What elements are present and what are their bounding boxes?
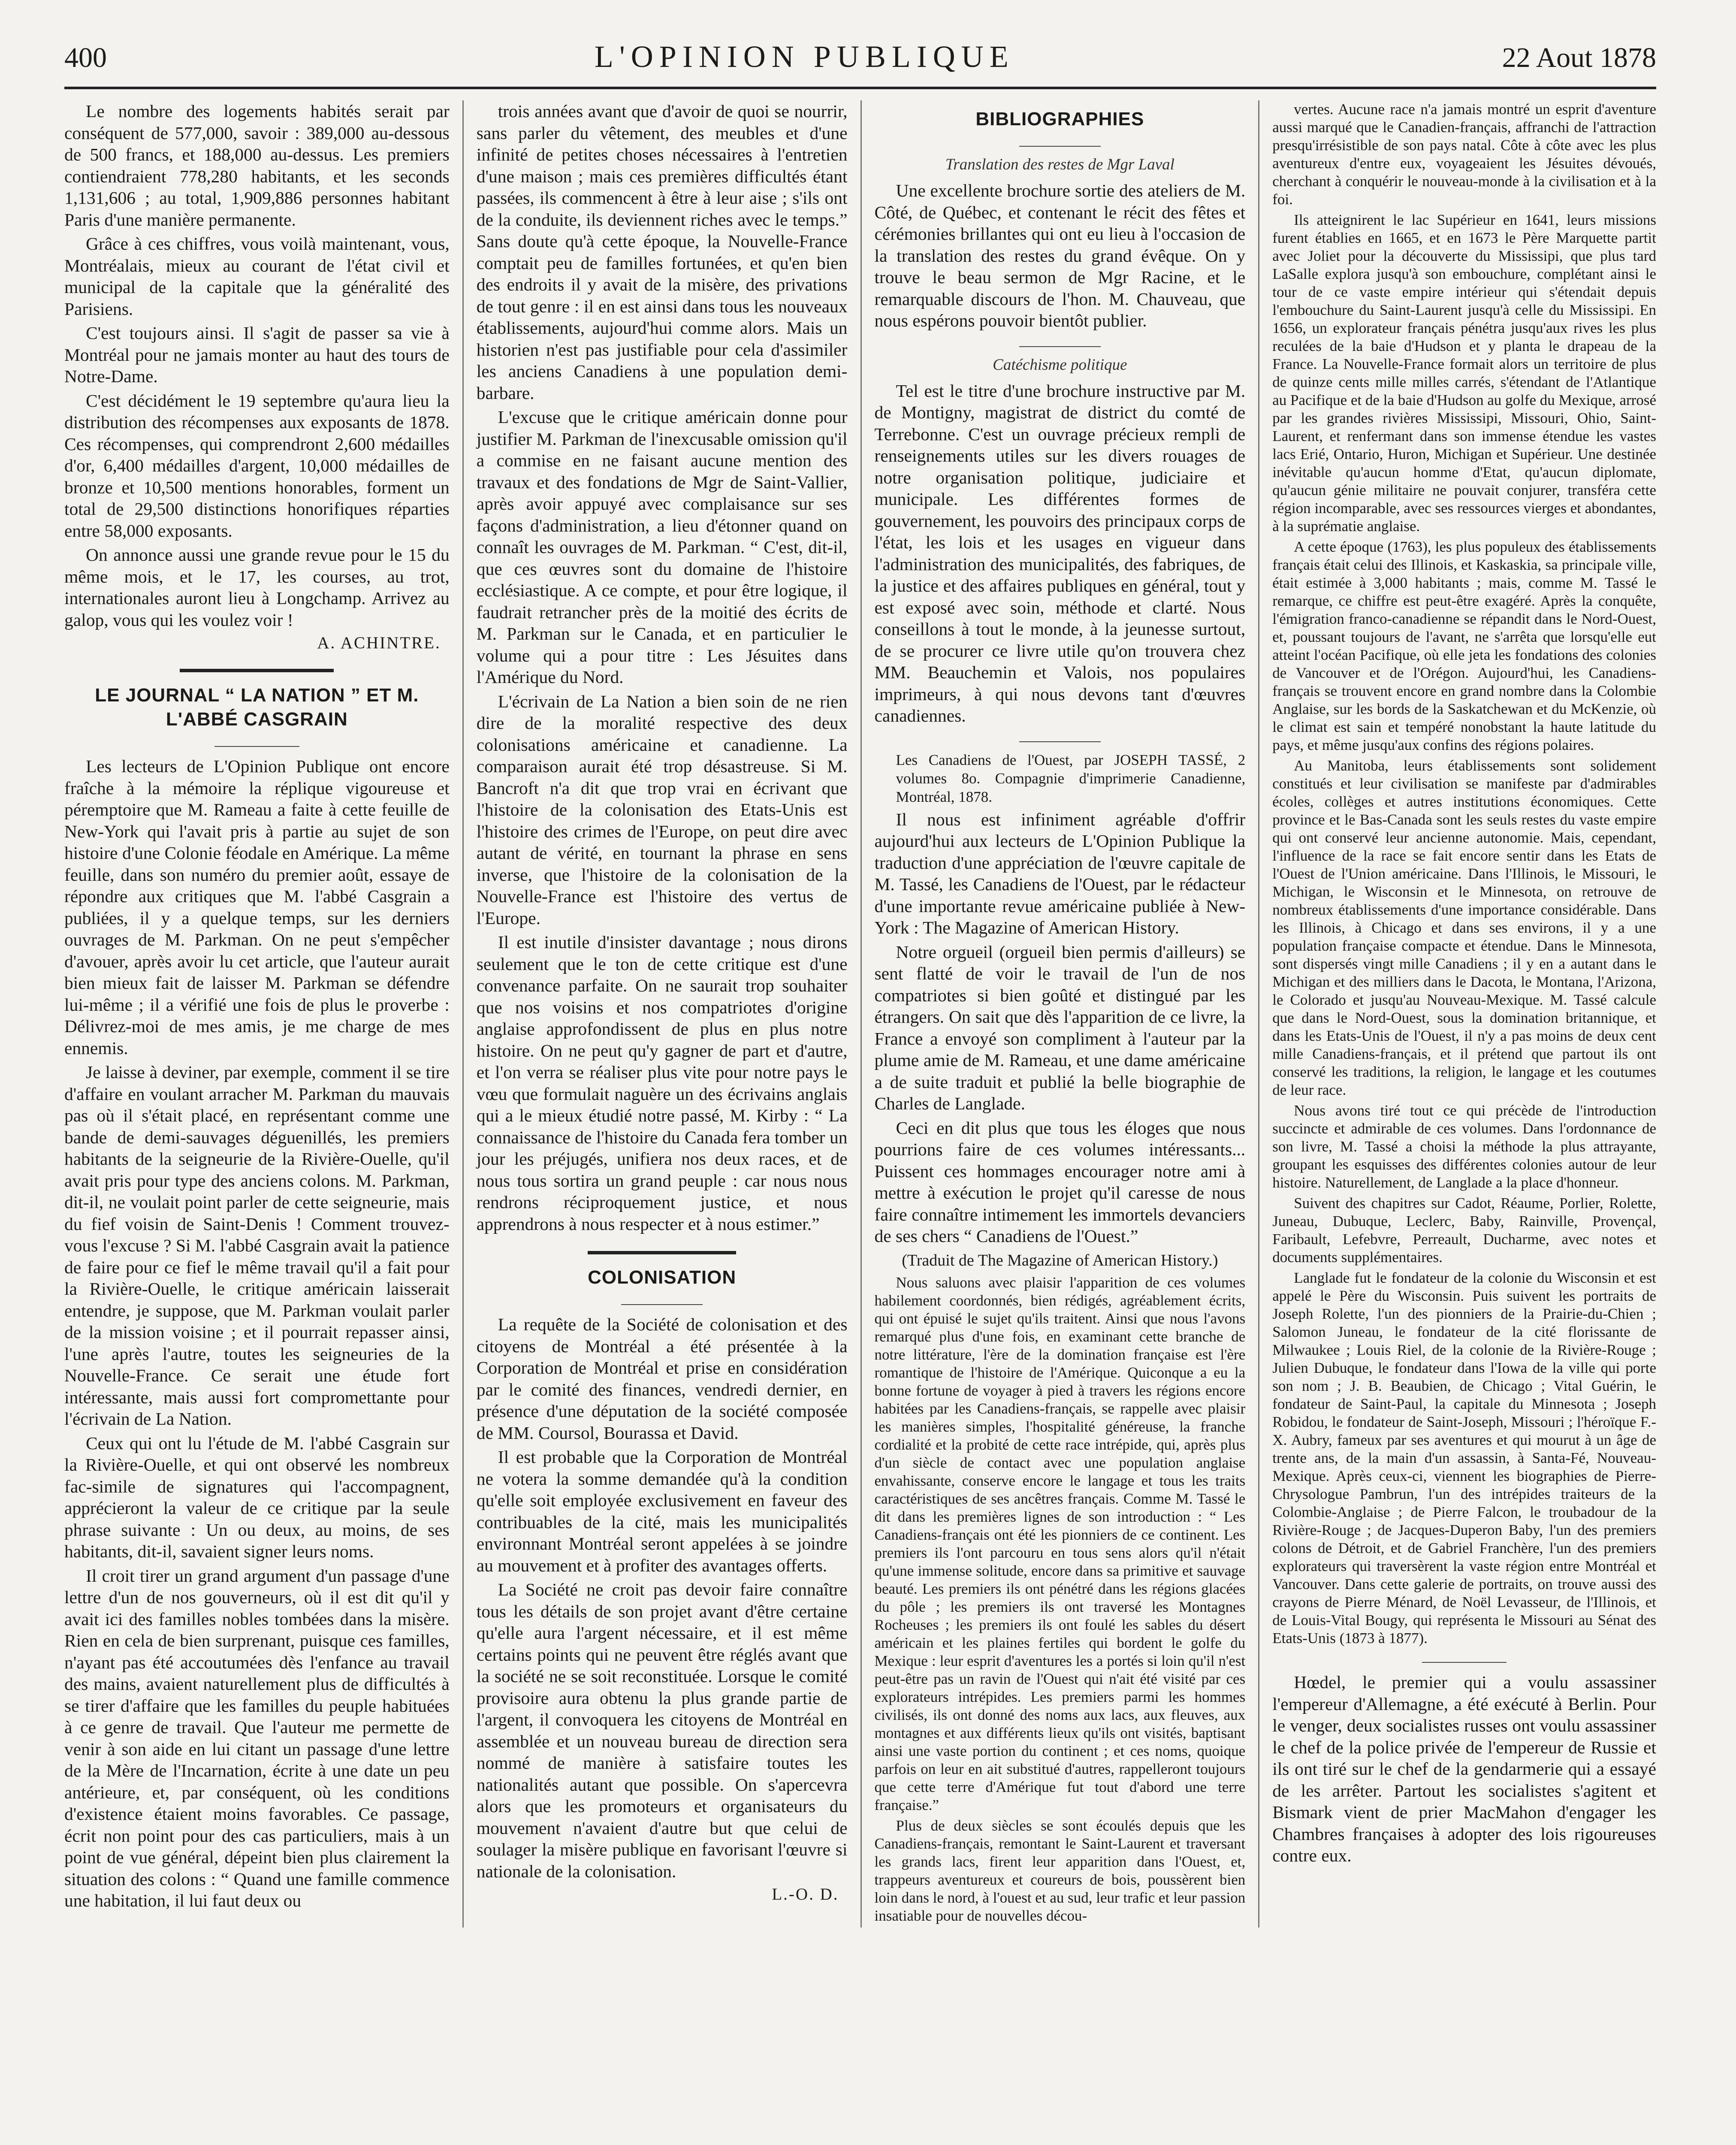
paragraph: Ils atteignirent le lac Supérieur en 1641, leurs missions furent établies en 1665, et en 1673 le Père Marquette partit avec Joliet pour la découverte du Mississipi, que plus tard LaSalle explora jusqu'à son embouchure, complétant ainsi le tour de ce vaste empire intérieur qui s'étendait depuis l'embouchure du Saint-Laurent jusqu'à celle du Mississipi. En 1656, un explorateur français pénétra jusqu'aux rives les plus reculées de la baie d'Hudson et y planta le drapeau de la France. La Nouvelle-France formait alors un territoire de plus de quinze cents mille milles carrés, s'étendant de l'Atlantique au Pacifique et de la baie d'Hudson au golfe du Mexique, arrosé par les grandes rivières Mississipi, Missouri, Ohio, Saint-Laurent, et renfermant dans son immense étendue les vastes lacs Erié, Ontario, Huron, Michigan et Supérieur. Une destinée inévitable qu'aucun homme d'Etat, qu'aucun diplomate, qu'aucun génie militaire ne pouvait conjurer, transféra cette région incomparable, avec ses ressources vierges et abondantes, à la suprématie anglaise. [1272,211,1656,535]
paragraph: L'écrivain de La Nation a bien soin de ne rien dire de la moralité respective des deux colonisations américaine et canadienne. La comparaison aurait été trop désastreuse. Si M. Bancroft n'a dit que trop vrai en écrivant que l'histoire de la colonisation des Etats-Unis est l'histoire des crimes de l'Europe, on peut dire avec autant de vérité, en tournant la phrase en sens inverse, que l'histoire de la colonisation de la Nouvelle-France est l'histoire des vertus de l'Europe. [476,691,848,928]
column-2 [462,100,860,1927]
article-headline: COLONISATION [588,1267,737,1288]
paragraph: Les lecteurs de L'Opinion Publique ont encore fraîche à la mémoire la réplique vigoureuse et péremptoire que M. Rameau a faite à cette feuille de New-York qui l'avait pris à partie au sujet de son histoire d'une Colonie féodale en Amérique. La même feuille, dans son numéro du premier août, essaye de répondre aux critiques que M. l'abbé Casgrain a publiées, il y a quelque temps, sur les derniers ouvrages de M. Parkman. On ne peut s'empêcher d'avouer, après avoir lu cet article, que l'auteur aurait bien mieux fait de laisser M. Parkman se défendre lui-même ; il a vérifié une fois de plus le proverbe : Délivrez-moi de mes amis, je me charge de mes ennemis. [64,756,450,1058]
paragraph: Le nombre des logements habités serait par conséquent de 577,000, savoir : 389,000 au-dessous de 500 francs, et 188,000 au-dessus. Les premiers contiendraient 778,280 habitants, et les seconds 1,131,606 ; au total, 1,909,886 personnes habitant Paris d'une manière permanente. [64,101,450,230]
paragraph: A cette époque (1763), les plus populeux des établissements français était celui des Illinois, et Kaskaskia, sa principale ville, était estimée à 3,000 habitants ; mais, comme M. Tassé le remarque, ce chiffre est peut-être exagéré. Après la conquête, l'émigration franco-canadienne se répandit dans le Nord-Ouest, et, poussant toujours de l'avant, ne s'arrêta que lorsqu'elle eut atteint l'océan Pacifique, où elle jeta les fondations des colonies de Vancouver et de l'Orégon. Aujourd'hui, les Canadiens-français se trouvent encore en grand nombre dans la Colombie Anglaise, sur les bords de la Saskatchewan et du McKenzie, où le climat est sain et tempéré nonobstant la haute latitude du pays, et même jusqu'aux confins des régions polaires. [1272,538,1656,753]
section-headline: BIBLIOGRAPHIES [975,109,1144,130]
issue-date: 22 Aout 1878 [1502,42,1656,73]
column-3 [860,100,1259,1927]
paragraph: Plus de deux siècles se sont écoulés depuis que les Canadiens-français, remontant le Saint-Laurent et traversant les grands lacs, firent leur apparition dans l'Ouest, et, trappeurs aventureux et coureurs de bois, poussèrent bien loin dans le nord, à l'ouest et au sud, leur trafic et leur passion insatiable pour de nouvelles décou- [874,1817,1246,1924]
paragraph: Nous saluons avec plaisir l'apparition de ces volumes habilement coordonnés, bien rédigés, agréablement écrits, qui ont épuisé le sujet qu'ils traitent. Ainsi que nous l'avons remarqué plus d'une fois, en examinant cette branche de notre littérature, l'ère de la domination française est l'ère romantique de l'histoire de l'Amérique. Quiconque a eu la bonne fortune de voyager à pied à travers les régions encore habitées par les Canadiens-français, se rappelle avec plaisir les manières simples, l'hospitalité généreuse, la franche cordialité et la probité de cette race intrépide, qui, après plus d'un siècle de contact avec une population anglaise envahissante, conserve encore le langage et tous les traits caractéristiques de ses ancêtres français. Comme M. Tassé le dit dans les premières lignes de son introduction : “ Les Canadiens-français ont été les pionniers de ce continent. Les premiers ils l'ont parcouru en tous sens alors qu'il n'était qu'une immense solitude, encore dans sa primitive et sauvage beauté. Les premiers ils ont pénétré dans les régions glacées du pôle ; les premiers ils ont traversé les Montagnes Rocheuses ; les premiers ils ont foulé les sables du désert américain et les plaines fertiles qui bordent le golfe du Mexique : leur esprit d'aventures les a portés si loin qu'il n'est peut-être pas un ravin de l'Ouest qui n'ait été visité par ces explorateurs intrépides. Les premiers parmi les hommes civilisés, ils ont donné des noms aux lacs, aux fleuves, aux montagnes et aux différents lieux qu'ils ont visités, baptisant ainsi une vaste portion du continent ; et ces noms, quoique parfois on leur en ait substitué d'autres, rappelleront toujours que cette terre d'Amérique fut tout d'abord une terre française.” [874,1274,1246,1813]
page-number: 400 [64,42,107,73]
headline-rule [1019,146,1101,147]
paragraph: Grâce à ces chiffres, vous voilà maintenant, vous, Montréalais, mieux au courant de l'état civil et municipal de la capitale que la généralité des Parisiens. [64,234,450,319]
paragraph: Hœdel, le premier qui a voulu assassiner l'empereur d'Allemagne, a été exécuté à Berlin. Pour le venger, deux socialistes russes ont voulu assassiner le chef de la police privée de l'empereur de Russie et ils ont tiré sur le chef de la gendarmerie qui a essayé de les arrêter. Partout les socialistes s'agitent et Bismark vient de prier MacMahon d'engager les Chambres françaises à adopter des lois rigoureuses contre eux. [1272,1672,1656,1865]
signature: A. ACHINTRE. [317,634,441,652]
review-title: Catéchisme politique [993,356,1127,374]
paragraph: Ceci en dit plus que tous les éloges que nous pourrions faire de ces volumes intéressants... Puissent ces hommages encourager notre ami à mettre à exécution le projet qu'il caresse de nous faire connaître intimement les immortels devanciers de ses chers “ Canadiens de l'Ouest.” [874,1118,1246,1246]
masthead [64,41,1656,89]
paragraph: Une excellente brochure sortie des ateliers de M. Côté, de Québec, et contenant le récit des fêtes et cérémonies brillantes qui ont eu lieu à l'occasion de la translation des restes du grand évêque. On y trouve le beau sermon de Mgr Racine, et le remarquable discours de l'hon. M. Chauveau, que nous espérons pouvoir bientôt publier. [874,181,1246,330]
section-divider [588,1251,736,1254]
divider [1019,741,1101,742]
paragraph: Il est probable que la Corporation de Montréal ne votera la somme demandée qu'à la condition qu'elle soit employée exclusivement en faveur des contribuables de la cité, mais les municipalités environnant Montréal seront appelées à se joindre au mouvement et à profiter des avantages offerts. [476,1447,848,1575]
paragraph: La requête de la Société de colonisation et des citoyens de Montréal a été présentée à la Corporation de Montréal et prise en considération par le comité des finances, vendredi dernier, en présence d'une députation de la société composée de MM. Coursol, Bourassa et David. [476,1314,848,1443]
paragraph: Il nous est infiniment agréable d'offrir aujourd'hui aux lecteurs de L'Opinion Publique la traduction d'une appréciation de l'œuvre capitale de M. Tassé, les Canadiens de l'Ouest, par le rédacteur d'une importante revue américaine publiée à New-York : The Magazine of American History. [874,809,1246,937]
book-reference: Les Canadiens de l'Ouest, par JOSEPH TASSÉ, 2 volumes 8o. Compagnie d'imprimerie Canadienne, Montréal, 1878. [896,751,1246,805]
divider [1422,1662,1507,1663]
paragraph: Suivent des chapitres sur Cadot, Réaume, Porlier, Rolette, Juneau, Dubuque, Leclerc, Baby, Rainville, Provençal, Faribault, Lefebvre, Perreault, Ducharme, avec notes et documents supplémentaires. [1272,1195,1656,1266]
paragraph: Au Manitoba, leurs établissements sont solidement constitués et leur civilisation se manifeste par d'admirables écoles, collèges et autres institutions économiques. Cette province et le Bas-Canada sont les seuls restes du vaste empire qui ont conservé leur ancienne autonomie. Mais, cependant, l'influence de la race se fait encore sentir dans les Etats de l'Ouest de l'Union américaine. Dans l'Illinois, le Missouri, le Michigan, le Wisconsin et le Minnesota, on retrouve de nombreux établissements d'une importance considérable. Dans les Illinois, à Chicago et dans ses environs, il y a une population française compacte et étendue. Dans le Minnesota, sont dispersés vingt mille Canadiens ; il y en a autant dans le Michigan et des milliers dans le Dacota, le Montana, l'Arizona, le Colorado et jusqu'au Nouveau-Mexique. M. Tassé calcule que dans le Nord-Ouest, sous la domination britannique, et dans les Etats-Unis de l'Ouest, il n'y a pas moins de deux cent mille Canadiens-français, et il prétend que partout ils ont conservé les traditions, la religion, le langage et les coutumes de leur race. [1272,757,1656,1098]
columns [64,100,1656,1927]
paragraph: Langlade fut le fondateur de la colonie du Wisconsin et est appelé le Père du Wisconsin. Puis suivent les portraits de Joseph Rolette, l'un des pionniers de la Prairie-du-Chien ; Salomon Juneau, le fondateur de la cité florissante de Milwaukee ; Louis Riel, de la colonie de la Rivière-Rouge ; Julien Dubuque, le fondateur dans l'Iowa de la ville qui porte son nom ; J. B. Beaubien, de Chicago ; Vital Guérin, le fondateur de Saint-Paul, la capitale du Minnesota ; Joseph Robidou, le fondateur de Saint-Joseph, Missouri ; l'héroïque F.-X. Aubry, fameux par ses aventures et qui mourut à un âge de trente ans, de la main d'un assassin, à Santa-Fé, Nouveau-Mexique. Après ceux-ci, viennent les biographies de Pierre-Chrysologue Pambrun, l'un des intrépides traiteurs de la Colombie-Anglaise ; de Pierre Falcon, le troubadour de la Rivière-Rouge ; de Jacques-Duperon Baby, l'un des premiers colons de Détroit, et de Gabriel Franchère, l'un des premiers explorateurs qui traversèrent la vaste région entre Montréal et Vancouver. Dans cette galerie de portraits, on trouve aussi des crayons de Pierre Ménard, de Noël Levasseur, de l'Illinois, et de Louis-Vital Bougy, qui représenta le Missouri au Sénat des Etats-Unis (1873 à 1877). [1272,1269,1656,1647]
headline-rule [621,1304,703,1305]
headline-rule [214,746,299,747]
signature: L.-O. D. [772,1885,839,1903]
column-1 [64,100,462,1927]
paragraph: C'est décidément le 19 septembre qu'aura lieu la distribution des récompenses aux exposants de 1878. Ces récompenses, qui comprendront 2,600 médailles d'or, 6,400 médailles d'argent, 10,000 médailles de bronze et 10,500 mentions honorables, forment un total de 29,500 distinctions honorifiques réparties entre 58,000 exposants. [64,390,450,541]
paragraph: L'excuse que le critique américain donne pour justifier M. Parkman de l'inexcusable omission qu'il a commise en ne faisant aucune mention des travaux et des fondations de Mgr de Saint-Vallier, après avoir appuyé avec complaisance sur ses façons d'administration, a lieu d'étonner quand on connaît les ouvrages de M. Parkman. “ C'est, dit-il, que ces œuvres sont du domaine de l'histoire ecclésiastique. A ce compte, et pour être logique, il faudrait retrancher près de la moitié des écrits de M. Parkman sur le Canada, et en particulier le volume qui a pour titre : Les Jésuites dans l'Amérique du Nord. [476,407,848,687]
column-4 [1258,100,1656,1927]
review-title: Translation des restes de Mgr Laval [945,156,1174,173]
paragraph: Nous avons tiré tout ce qui précède de l'introduction succincte et admirable de ces volumes. Dans l'ordonnance de son livre, M. Tassé a choisi la méthode la plus attrayante, groupant les esquisses des différentes colonies autour de leur histoire. Naturellement, de Langlade a la place d'honneur. [1272,1102,1656,1191]
paragraph: Il croit tirer un grand argument d'un passage d'une lettre d'un de nos gouverneurs, où il est dit qu'il y avait ici des familles nobles tombées dans la misère. Rien en cela de bien surprenant, puisque ces familles, n'ayant pas été accoutumées dès l'enfance au travail des mains, avaient naturellement plus de difficultés à se tirer d'affaire que les familles du peuple habituées à ce genre de travail. Que l'auteur me permette de venir à son aide en lui citant un passage d'une lettre de la Mère de l'Incarnation, écrite à une date un peu antérieure, et, par conséquent, où les conditions d'existence étaient moins favorables. Ce passage, écrit non point pour des cas particuliers, mais à un point de vue général, dépeint bien plus clairement la situation des colons : “ Quand une famille commence une habitation, il lui faut deux ou [64,1565,450,1910]
paragraph: Ceux qui ont lu l'étude de M. l'abbé Casgrain sur la Rivière-Ouelle, et qui ont observé les nombreux fac-simile de signatures qui l'accompagnent, apprécieront la valeur de ce critique par la seule phrase suivante : Un ou deux, au moins, de ses habitants, dit-il, savaient signer leurs noms. [64,1433,450,1561]
citation: (Traduit de The Magazine of American History.) [902,1251,1218,1269]
newspaper-title: L'OPINION PUBLIQUE [594,39,1014,74]
paragraph: Il est inutile d'insister davantage ; nous dirons seulement que le ton de cette critique est d'une convenance parfaite. On ne saurait trop souhaiter que nos voisins et nos compatriotes d'origine anglaise approfondissent de plus en plus notre histoire. On ne peut qu'y gagner de part et d'autre, et l'on verra se réaliser plus vite pour notre pays le vœu que formulait naguère un des écrivains anglais qui a le mieux étudié notre passé, M. Kirby : “ La connaissance de l'histoire du Canada fera tomber un jour les préjugés, unifiera nos deux races, et de nous tous sortira un grand peuple : car nous nous rendrons réciproquement justice, et nous apprendrons à nous respecter et à nous estimer.” [476,932,848,1234]
paragraph: trois années avant que d'avoir de quoi se nourrir, sans parler du vêtement, des meubles et d'une infinité de petites choses nécessaires à l'entretien d'une maison ; mais ces premières difficultés étant passées, ils commencent à être à leur aise ; s'ils ont de la conduite, ils deviennent riches avec le temps.” Sans doute qu'à cette époque, la Nouvelle-France comptait peu de familles fortunées, et qu'en bien des endroits il y avait de la misère, des privations de tout genre : il en est ainsi dans tous les nouveaux établissements, aujourd'hui comme alors. Mais un historien n'est pas justifiable pour cela d'assimiler les anciens Canadiens à une population demi-barbare. [476,101,848,403]
paragraph: C'est toujours ainsi. Il s'agit de passer sa vie à Montréal pour ne jamais monter au haut des tours de Notre-Dame. [64,323,450,386]
paragraph: On annonce aussi une grande revue pour le 15 du même mois, et le 17, les courses, au trot, internationales auront lieu à Longchamp. Arrivez au galop, vous qui les voulez voir ! [64,545,450,630]
divider [1019,346,1101,347]
paragraph: Je laisse à deviner, par exemple, comment il se tire d'affaire en voulant arracher M. Parkman du mauvais pas où il s'était placé, en représentant comme une bande de demi-sauvages déguenillés, les premiers habitants de la seigneurie de la Rivière-Ouelle, qu'il avait pris pour type des anciens colons. M. Parkman, dit-il, ne voulait point parler de cette seigneurie, mais du fief voisin de Saint-Denis ! Comment trouvez-vous l'excuse ? Si M. l'abbé Casgrain avait la patience de faire pour ce fief le même travail qu'il a fait pour la Rivière-Ouelle, le critique américain laisserait entendre, je suppose, que M. Parkman voulait parler de la mission voisine ; et il pourrait repasser ainsi, l'une après l'autre, toutes les seigneuries de la Nouvelle-France. Ce serait une étude fort intéressante, mais aussi fort compromettante pour l'écrivain de La Nation. [64,1062,450,1429]
paragraph: Tel est le titre d'une brochure instructive par M. de Montigny, magistrat de district du comté de Terrebonne. C'est un ouvrage précieux rempli de renseignements utiles sur les divers rouages de notre organisation politique, judiciaire et municipale. Les différentes formes de gouvernement, les pouvoirs des principaux corps de l'état, les lois et les usages en vigueur dans l'administration des municipalités, des fabriques, de la justice et des affaires publiques en général, tout y est exposé avec soin, méthode et clarté. Nous conseillons à tout le monde, à la jeunesse surtout, de se procurer ce livre utile qu'on trouvera chez MM. Beauchemin et Valois, nos populaires imprimeurs, à qui nous devons tant d'œuvres canadiennes. [874,381,1246,725]
section-divider [180,669,334,672]
paragraph: Notre orgueil (orgueil bien permis d'ailleurs) se sent flatté de voir le travail de l'un de nos compatriotes si bien goûté et distingué par les étrangers. On sait que dès l'apparition de ce livre, la France a envoyé son compliment à l'auteur par la plume amie de M. Rameau, et une dame américaine a de suite traduit et publié la belle biographie de Charles de Langlade. [874,942,1246,1113]
paragraph: vertes. Aucune race n'a jamais montré un esprit d'aventure aussi marqué que le Canadien-français, affranchi de l'attraction presqu'irrésistible de son pays natal. Côte à côte avec les plus aventureux d'entre eux, voyageaient les Jésuites dévoués, cherchant à conquérir le nouveau-monde à la civilisation et à la foi. [1272,101,1656,208]
article-headline: LE JOURNAL “ LA NATION ” ET M. L'ABBÉ CASGRAIN [95,685,419,730]
paragraph: La Société ne croit pas devoir faire connaître tous les détails de son projet avant d'être certaine qu'elle aura l'argent nécessaire, et il est même certains points qui ne peuvent être réglés avant que la société ne se soit reconstituée. Lorsque le comité provisoire aura obtenu la plus grande partie de l'argent, il convoquera les citoyens de Montréal en assemblée et un nouveau bureau de direction sera nommé de manière à satisfaire toutes les nationalités autant que possible. On s'apercevra alors que les promoteurs et organisateurs du mouvement n'avaient d'autre but que celui de soulager la misère publique en favorisant l'œuvre si nationale de la colonisation. [476,1580,848,1881]
